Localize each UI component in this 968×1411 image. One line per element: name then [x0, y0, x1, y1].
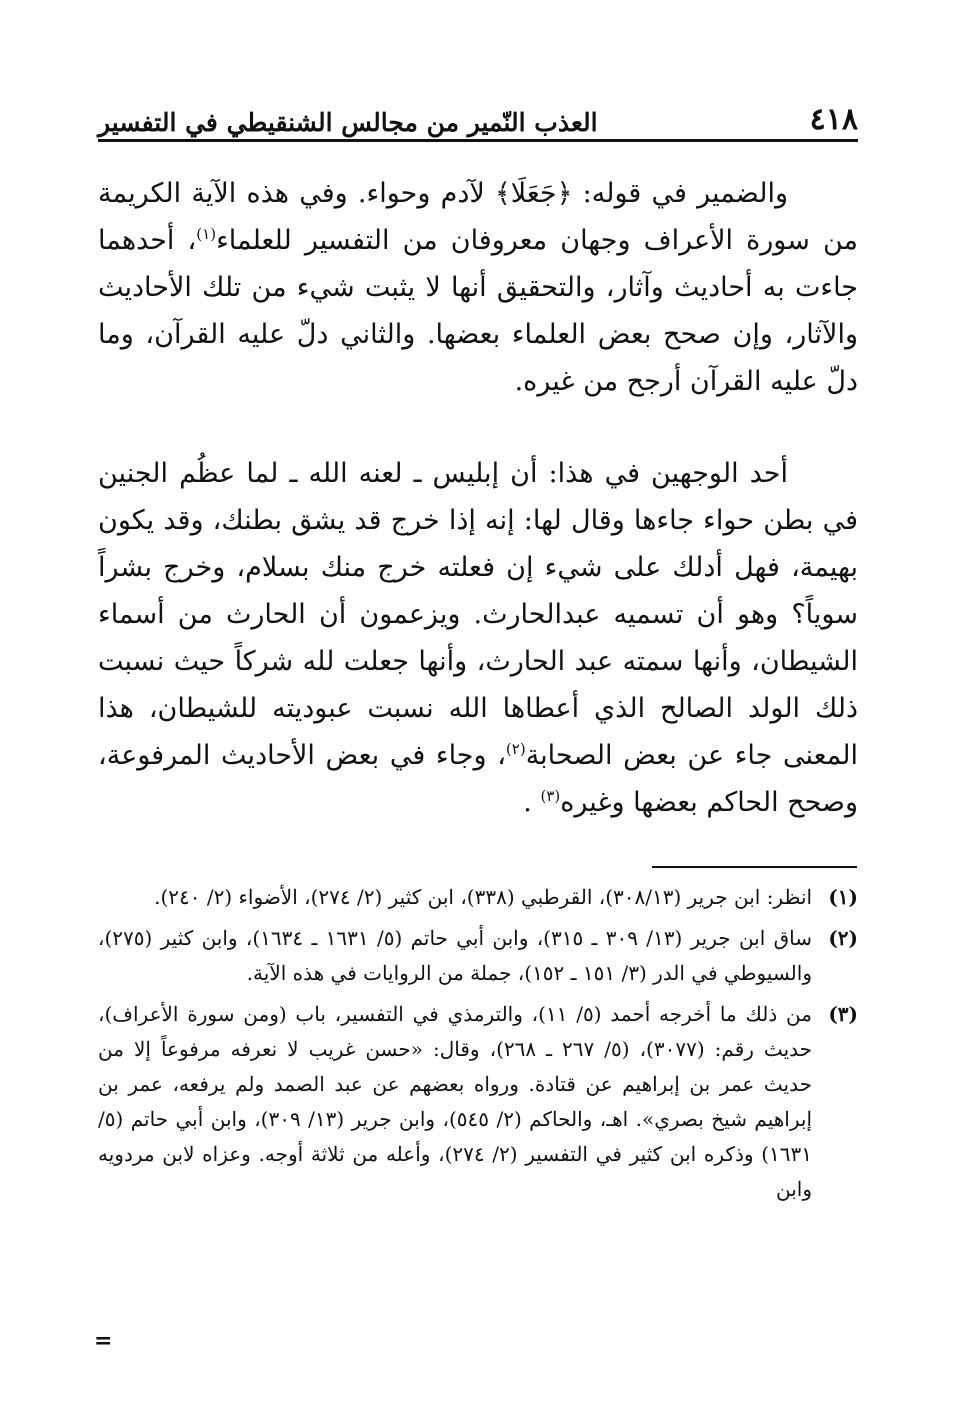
footnote-separator — [652, 866, 857, 868]
footnotes — [98, 880, 858, 1213]
page-header — [98, 92, 858, 142]
footnote-2 — [98, 921, 858, 991]
paragraph-2 — [98, 450, 858, 826]
continuation-mark: = — [94, 1328, 113, 1354]
page-number: ٤١٨ — [809, 102, 858, 137]
footnote-2-number: (٢) — [828, 926, 858, 950]
footnote-3 — [98, 997, 858, 1207]
paragraph-1-text-a: والضمير في قوله: ﴿جَعَلَا﴾ لآدم وحواء. وفي هذه الآية الكريمة من سورة الأعراف وجهان معروفان من التفسير للعلماء — [98, 178, 858, 256]
paragraph-1 — [98, 170, 858, 405]
paragraph-2-text-c: . — [523, 787, 541, 818]
running-title: العذب النّمير من مجالس الشنقيطي في التفسير — [98, 108, 598, 137]
footnote-1-number: (١) — [828, 885, 858, 909]
footnote-2-text: ساق ابن جرير (١٣/ ٣٠٩ ـ ٣١٥)، وابن أبي حاتم (٥/ ١٦٣١ ـ ١٦٣٤)، وابن كثير (٢٧٥)، والسيوطي في الدر (٣/ ١٥١ ـ ١٥٢)، جملة من الروايات في هذه الآية. — [98, 926, 812, 985]
footnote-1 — [98, 880, 858, 915]
footnote-3-text: من ذلك ما أخرجه أحمد (٥/ ١١)، والترمذي في التفسير، باب (ومن سورة الأعراف)، حديث رقم: (٣٠٧٧)، (٥/ ٢٦٧ ـ ٢٦٨)، وقال: «حسن غريب لا نعرفه مرفوعاً إلا من حديث عمر بن إبراهيم عن قتادة. ورواه بعضهم عن عبد الصمد ولم يرفعه، عمر بن إبراهيم شيخ بصري». اهـ، والحاكم (٢/ ٥٤٥)، وابن جرير (١٣/ ٣٠٩)، وابن أبي حاتم (٥/ ١٦٣١) وذكره ابن كثير في التفسير (٢/ ٢٧٤)، وأعله من ثلاثة أوجه. وعزاه لابن مردويه وابن — [98, 1002, 813, 1201]
paragraph-2-text-b: ، وجاء في بعض الأحاديث المرفوعة، وصحح الحاكم بعضها وغيره — [98, 740, 858, 818]
paragraph-2-text-a: أحد الوجهين في هذا: أن إبليس ـ لعنه الله ـ لما عظُم الجنين في بطن حواء جاءها وقال لها: إنه إذا خرج قد يشق بطنك، وقد يكون بهيمة، فهل أدلك على شيء إن فعلته خرج منك بسلام، وخرج بشراً سوياً؟ وهو أن تسميه عبدالحارث. ويزعمون أن الحارث من أسماء الشيطان، وأنها سمته عبد الحارث، وأنها جعلت لله شركاً حيث نسبت ذلك الولد الصالح الذي أعطاها الله نسبت عبوديته للشيطان، هذا المعنى جاء عن بعض الصحابة — [98, 458, 858, 771]
paragraph-1-text-b: ، أحدهما جاءت به أحاديث وآثار، والتحقيق أنها لا يثبت شيء من تلك الأحاديث والآثار، وإن صحح بعض العلماء بعضها. والثاني دلّ عليه القرآن، وما دلّ عليه القرآن أرجح من غيره. — [98, 225, 858, 397]
footnote-ref-3: (٣) — [540, 787, 561, 805]
footnote-ref-1: (١) — [196, 225, 217, 243]
footnote-1-text: انظر: ابن جرير (٣٠٨/١٣)، القرطبي (٣٣٨)، ابن كثير (٢/ ٢٧٤)، الأضواء (٢/ ٢٤٠). — [154, 885, 812, 909]
footnote-ref-2: (٢) — [505, 740, 526, 758]
footnote-3-number: (٣) — [828, 1002, 858, 1026]
